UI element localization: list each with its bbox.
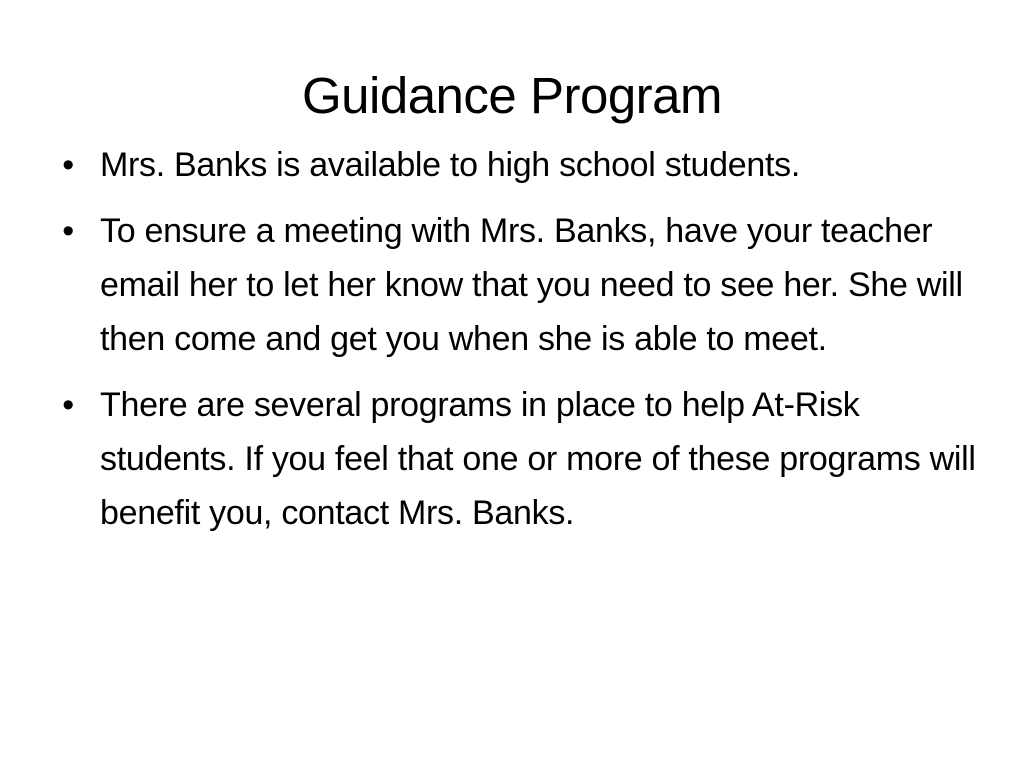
bullet-marker: • xyxy=(62,386,74,424)
bullet-text: To ensure a meeting with Mrs. Banks, have your teacher email her to let her know that you need to see her. She will then come and get you when she is able to meet. xyxy=(100,212,963,358)
bullet-list xyxy=(58,138,978,552)
bullet-text: Mrs. Banks is available to high school students. xyxy=(100,146,800,184)
bullet-text: There are several programs in place to help At-Risk students. If you feel that one or more of these programs will benefit you, contact Mrs. Banks. xyxy=(100,386,976,532)
slide-title: Guidance Program xyxy=(301,67,723,124)
bullet-item xyxy=(58,138,978,192)
bullet-marker: • xyxy=(62,212,74,250)
bullet-item xyxy=(58,378,978,540)
bullet-item xyxy=(58,204,978,366)
bullet-marker: • xyxy=(62,146,74,184)
